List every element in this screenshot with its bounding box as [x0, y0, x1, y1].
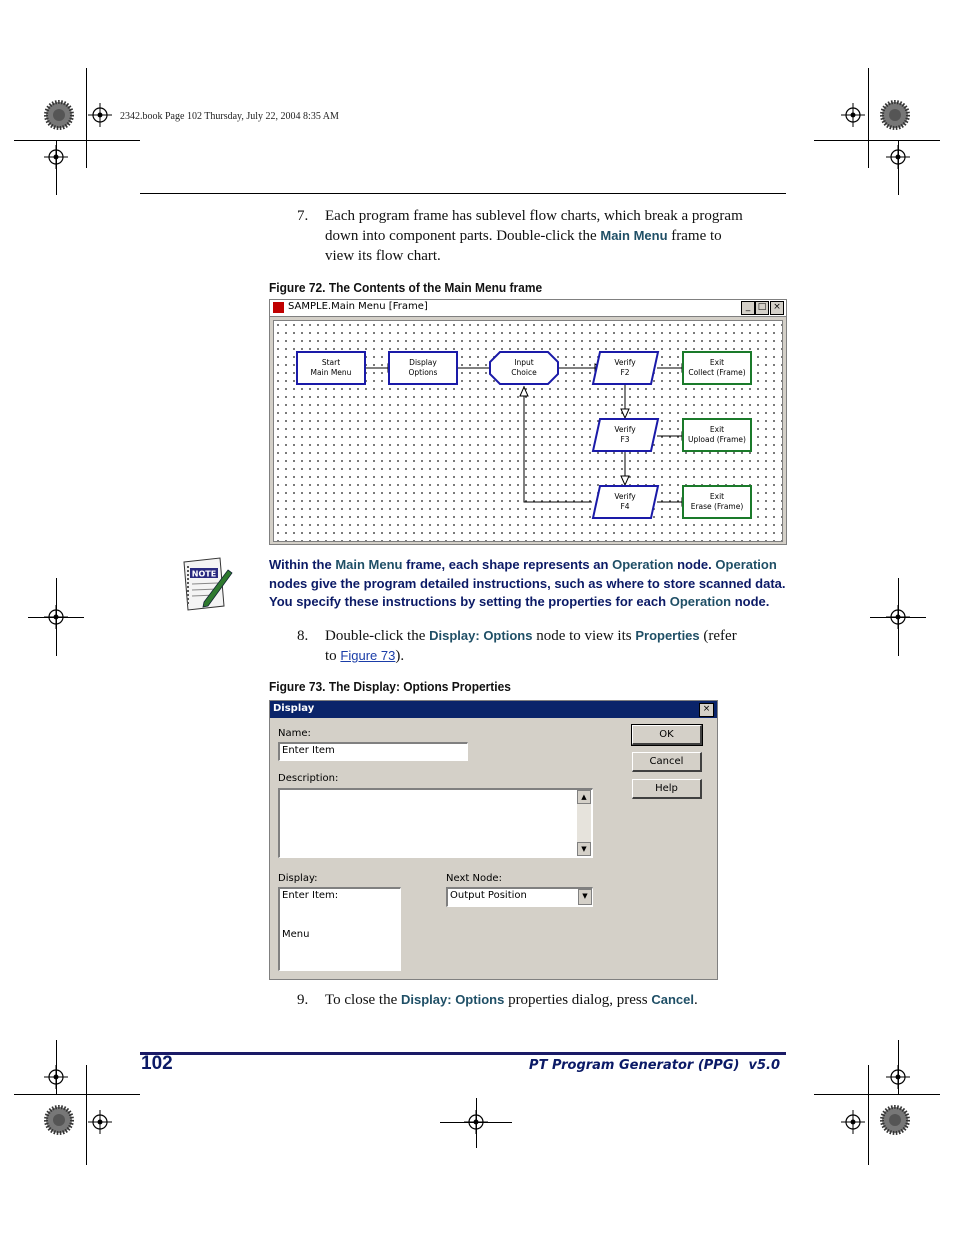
step-text-run: . — [694, 992, 698, 1008]
next-node-value: Output Position — [450, 890, 527, 901]
step-text-run: node to view its — [536, 628, 632, 644]
name-label: Name: — [278, 728, 311, 739]
step-text-run: frame to — [671, 228, 722, 244]
node-label: F3 — [620, 435, 630, 444]
ui-term-operation: Operation — [715, 557, 777, 572]
note-body — [269, 556, 789, 612]
note-line — [269, 593, 789, 612]
step-text-run: to — [325, 648, 337, 664]
description-scrollbar[interactable] — [577, 790, 591, 856]
note-line — [269, 556, 789, 575]
node-verify-f3[interactable] — [593, 419, 658, 451]
display-field[interactable] — [278, 887, 401, 971]
step-text-run: Double-click the — [325, 628, 426, 644]
app-icon — [273, 302, 284, 313]
footer-rule — [140, 1052, 786, 1055]
dialog-title: Display — [273, 703, 315, 714]
node-label: Main Menu — [310, 368, 352, 377]
step-line — [325, 226, 785, 246]
window-title: SAMPLE.Main Menu [Frame] — [288, 301, 428, 312]
node-start-main-menu[interactable] — [297, 352, 365, 384]
ui-term-properties: Properties — [635, 628, 700, 643]
note-run: node. — [734, 594, 770, 609]
node-exit-erase[interactable] — [683, 486, 751, 518]
node-exit-upload[interactable] — [683, 419, 751, 451]
next-node-select[interactable] — [446, 887, 593, 907]
window-titlebar — [270, 300, 786, 317]
node-label: Erase (Frame) — [690, 502, 744, 511]
node-label: Collect (Frame) — [688, 368, 746, 377]
print-slug: 2342.book Page 102 Thursday, July 22, 2004 8:35 AM — [120, 111, 339, 122]
step-text-run: (refer — [703, 628, 737, 644]
node-label: Verify — [614, 492, 636, 501]
figure-72-caption: Figure 72. The Contents of the Main Menu frame — [269, 280, 543, 295]
node-verify-f4[interactable] — [593, 486, 658, 518]
step-line: view its flow chart. — [325, 248, 441, 264]
help-button[interactable]: Help — [632, 779, 702, 799]
note-run: frame, each shape represents an — [406, 557, 609, 572]
node-display-options[interactable] — [389, 352, 457, 384]
header-rule — [140, 193, 786, 194]
step-text-run: properties dialog, press — [508, 992, 648, 1008]
ui-term-cancel: Cancel — [651, 992, 695, 1007]
step-number: 7. — [297, 208, 309, 224]
name-field[interactable]: Enter Item — [278, 742, 468, 761]
step-text — [325, 626, 785, 666]
step-line — [325, 646, 785, 666]
dialog-titlebar — [270, 701, 717, 718]
note-run: Within the — [269, 557, 332, 572]
node-label: Choice — [511, 368, 537, 377]
footer-title: PT Program Generator (PPG) v5.0 — [529, 1058, 780, 1073]
display-line: Enter Item: — [282, 890, 339, 901]
step-text-run: ). — [395, 648, 405, 664]
description-field[interactable] — [278, 788, 593, 858]
note-line: nodes give the program detailed instructions, such as where to store scanned data. — [269, 575, 786, 591]
step-text — [325, 206, 785, 266]
minimize-icon[interactable]: _ — [741, 301, 755, 315]
node-input-choice[interactable] — [490, 352, 558, 384]
close-icon[interactable]: × — [699, 703, 714, 717]
page-number: 102 — [141, 1053, 173, 1074]
note-run: node. — [677, 557, 712, 572]
step-number: 8. — [297, 628, 309, 644]
ui-term-operation: Operation — [612, 557, 674, 572]
node-label: F2 — [620, 368, 630, 377]
cancel-button[interactable]: Cancel — [632, 752, 702, 772]
step-number: 9. — [297, 992, 309, 1008]
node-label: F4 — [620, 502, 630, 511]
figure-73-caption: Figure 73. The Display: Options Properties — [269, 679, 511, 694]
note-pencil-icon — [180, 556, 234, 614]
node-label: Exit — [709, 425, 725, 434]
node-label: Verify — [614, 425, 636, 434]
maximize-icon[interactable]: □ — [755, 301, 769, 315]
node-label: Verify — [614, 358, 636, 367]
display-line: Menu — [282, 929, 310, 940]
node-label: Exit — [709, 358, 725, 367]
description-label: Description: — [278, 773, 339, 784]
dropdown-arrow-icon[interactable]: ▼ — [578, 889, 592, 905]
node-verify-f2[interactable] — [593, 352, 658, 384]
display-label: Display: — [278, 873, 318, 884]
note-run: You specify these instructions by setting the properties for each — [269, 594, 667, 609]
ui-term-display-options: Display: Options — [429, 628, 533, 643]
ui-term-display-options: Display: Options — [401, 992, 505, 1007]
scroll-up-icon[interactable]: ▲ — [577, 790, 591, 804]
step-text-run: down into component parts. Double-click the — [325, 228, 597, 244]
node-label: Input — [514, 358, 534, 367]
node-label: Exit — [709, 492, 725, 501]
node-label: Start — [321, 358, 341, 367]
node-label: Options — [408, 368, 438, 377]
display-properties-dialog — [269, 700, 718, 980]
figure-73-link[interactable]: Figure 73 — [340, 648, 396, 663]
step-line: Each program frame has sublevel flow charts, which break a program — [325, 208, 743, 224]
next-node-label: Next Node: — [446, 873, 502, 884]
step-text — [325, 990, 785, 1010]
ui-term-main-menu: Main Menu — [600, 228, 668, 243]
main-menu-flowchart — [270, 320, 782, 540]
node-label: Upload (Frame) — [688, 435, 746, 444]
step-line — [325, 626, 785, 646]
step-text-run: To close the — [325, 992, 398, 1008]
node-exit-collect[interactable] — [683, 352, 751, 384]
ui-term-main-menu: Main Menu — [335, 557, 403, 572]
node-label: Display — [409, 358, 437, 367]
close-icon[interactable]: × — [770, 301, 784, 315]
note-icon-label: NOTE — [191, 569, 217, 579]
scroll-down-icon[interactable]: ▼ — [577, 842, 591, 856]
ok-button[interactable]: OK — [632, 725, 702, 745]
ui-term-operation: Operation — [669, 594, 732, 609]
